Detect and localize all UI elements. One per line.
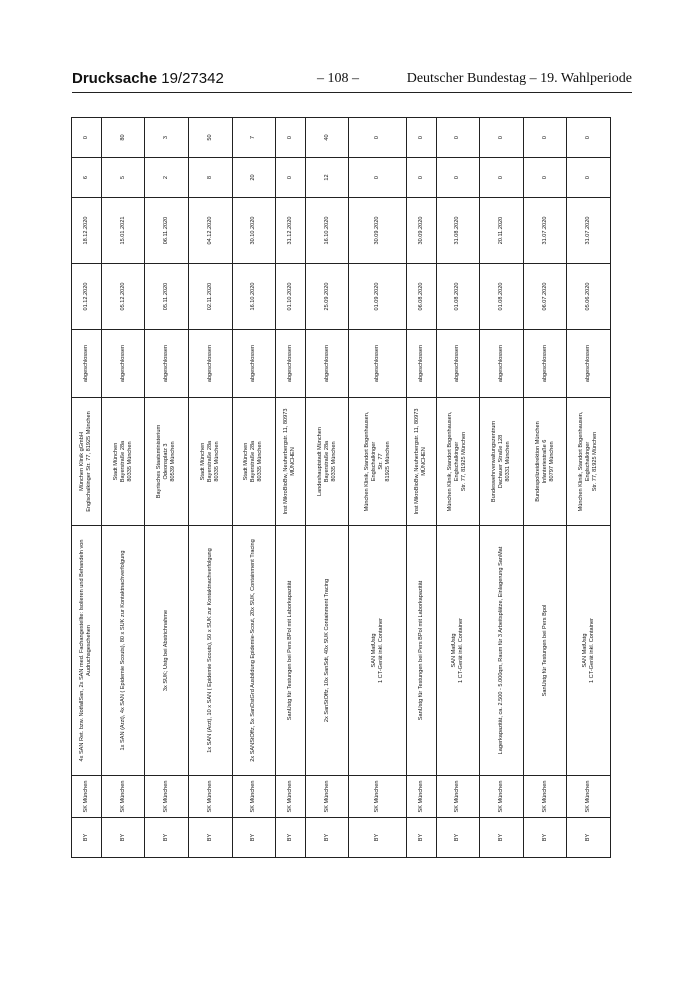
cell-beginn: 16.10.2020 [232,264,276,330]
cell-ort-line: Str. 77 [377,453,384,470]
cell-dienststelle: SK München [480,776,524,818]
cell-leistung [72,526,102,776]
cell-leistung [567,526,611,776]
table-row [188,118,232,858]
cell-ort-line: Bayerstraße 28a [323,440,330,483]
cell-leistung-line: SanUstg für Testungen bei Pers BPol mit Laborkapazität [286,580,293,721]
cell-leistung [406,526,436,776]
cell-ort-line: Inst MikroBioBw, Neuherbergstr. 11, 80973 MÜNCHEN [414,408,428,515]
cell-ende: 06.11.2020 [145,198,189,264]
cell-ort [480,398,524,526]
cell-status: abgeschlossen [523,330,567,398]
cell-ort [188,398,232,526]
cell-dienststelle: SK München [436,776,480,818]
table-body [72,118,611,858]
cell-beginn: 01.08.2020 [436,264,480,330]
cell-dienststelle: SK München [72,776,102,818]
cell-dienststelle: SK München [101,776,145,818]
institution-title: Deutscher Bundestag – 19. Wahlperiode [406,71,632,86]
cell-anzahl-2: 0 [567,118,611,158]
cell-leistung-line: 1x SAN (Arzt), 10 x SAN ( Epidemie Scouts), 50 x SUK zur Kontaktnachverfolgung [206,548,213,753]
cell-ort-line: Bayrisches Staatsministerium [156,424,163,499]
cell-status: abgeschlossen [72,330,102,398]
cell-dienststelle: SK München [145,776,189,818]
page-header [72,70,632,90]
cell-ende: 04.12.2020 [188,198,232,264]
cell-anzahl-1: 0 [523,158,567,198]
cell-dienststelle: SK München [567,776,611,818]
cell-leistung [523,526,567,776]
cell-bundesland: BY [349,818,406,858]
cell-leistung-line: Audruchsgeschehen [86,625,93,677]
cell-beginn: 06.08.2020 [406,264,436,330]
cell-ort-line: Englschalkinger Str. 77, 81925 München [86,411,93,512]
cell-ende: 31.07.2020 [567,198,611,264]
cell-ort-line: Bayerstraße 28a [250,440,257,483]
table-row [436,118,480,858]
cell-status: abgeschlossen [349,330,406,398]
cell-ort-line: München Klinik, Standort Bogenhausen, Englschalkinger [578,411,592,512]
cell-ort [101,398,145,526]
table-row [145,118,189,858]
cell-ort [567,398,611,526]
cell-ort-line: Str. 77, 81925 München [592,431,599,492]
cell-anzahl-2: 50 [188,118,232,158]
cell-status: abgeschlossen [101,330,145,398]
cell-leistung-line: SAN MatUstg [581,633,588,668]
cell-leistung-line: 1 CT-Gerät inkl. Container [588,618,595,683]
cell-ort [406,398,436,526]
cell-ort-line: 81925 München [384,441,391,482]
cell-anzahl-1: 5 [101,158,145,198]
cell-ende: 31.12.2020 [276,198,306,264]
cell-anzahl-1: 0 [406,158,436,198]
cell-leistung-line: SAN MatUstg [450,633,457,668]
cell-anzahl-2: 0 [523,118,567,158]
cell-ort-line: München Klinik, Standort Bogenhausen, Englschalkinger [363,411,377,512]
cell-ort-line: Infanteriestraße 6 [541,439,548,484]
table-row [232,118,276,858]
cell-bundesland: BY [72,818,102,858]
cell-leistung-line: 1x SAN (Arzt), 4x SAN ( Epidemie Scouts), 80 x SUK zur Kontaktnachverfolgung [119,550,126,751]
cell-status: abgeschlossen [276,330,306,398]
cell-beginn: 01.09.2020 [349,264,406,330]
document-number [72,70,224,87]
cell-ort-line: Dachauer Straße 128 [497,434,504,489]
rotated-table [71,118,611,858]
cell-status: abgeschlossen [145,330,189,398]
cell-anzahl-1: 0 [349,158,406,198]
cell-bundesland: BY [232,818,276,858]
cell-beginn: 01.12.2020 [72,264,102,330]
cell-dienststelle: SK München [188,776,232,818]
cell-ort [276,398,306,526]
cell-ort [523,398,567,526]
cell-anzahl-2: 0 [276,118,306,158]
table-row [101,118,145,858]
table-row [305,118,349,858]
cell-bundesland: BY [276,818,306,858]
cell-bundesland: BY [406,818,436,858]
cell-ort-line: Stadt München [199,442,206,481]
table-row [480,118,524,858]
cell-beginn: 05.11.2020 [145,264,189,330]
cell-ort-line: 80335 München [213,441,220,482]
cell-bundesland: BY [101,818,145,858]
header-divider [72,92,632,93]
cell-ende: 18.12.2020 [72,198,102,264]
cell-leistung [305,526,349,776]
cell-beginn: 01.08.2020 [480,264,524,330]
cell-dienststelle: SK München [349,776,406,818]
page-number: – 108 – [317,71,359,86]
cell-ort [145,398,189,526]
cell-leistung-line: 4x SAN Ret. bzw. NotfallSan, 2x SAN med. Fachangestellte: Isolieren und Behandeln von [79,539,86,762]
cell-anzahl-2: 0 [406,118,436,158]
cell-anzahl-1: 6 [72,158,102,198]
cell-ort-line: Stadt München [112,442,119,481]
cell-leistung-line: Lagerkapazität, ca. 2.500 - 5.000qm, Raum für 3 Arbeitsplätze, Einlagerung SanMat [497,546,504,755]
cell-ort-line: 80539 München [170,441,177,482]
cell-ort-line: 80331 München [504,441,511,482]
cell-beginn: 06.07.2020 [523,264,567,330]
cell-leistung [101,526,145,776]
cell-anzahl-1: 0 [436,158,480,198]
cell-anzahl-1: 2 [145,158,189,198]
cell-ort-line: 80797 München [548,441,555,482]
cell-anzahl-2: 0 [349,118,406,158]
table-row [567,118,611,858]
cell-bundesland: BY [436,818,480,858]
cell-leistung [145,526,189,776]
cell-ort-line: Inst MikroBioBw, Neuherbergstr. 11, 80973 MÜNCHEN [283,408,297,515]
cell-anzahl-2: 7 [232,118,276,158]
cell-ort-line: 80335 München [257,441,264,482]
cell-ende: 31.07.2020 [523,198,567,264]
cell-leistung-line: 1 CT-Gerät inkl. Container [457,618,464,683]
cell-ort-line: Odeonsplatz 3 [163,443,170,480]
cell-status: abgeschlossen [188,330,232,398]
cell-beginn: 01.10.2020 [276,264,306,330]
cell-ort-line: 80335 München [126,441,133,482]
cell-leistung-line: 1 CT-Gerät inkl. Container [377,618,384,683]
cell-leistung-line: 2x SanStOffz, 10x SanSdt, 40x SUK Containment Tracing [323,578,330,723]
cell-ort [232,398,276,526]
cell-ort [72,398,102,526]
cell-leistung-line: SanUstg für Testungen bei Pers Bpol [541,604,548,697]
cell-bundesland: BY [567,818,611,858]
cell-ort-line: Bundeswehrverwaltungszentrum [490,420,497,503]
cell-anzahl-1: 8 [188,158,232,198]
rotated-table-area [71,118,611,858]
cell-status: abgeschlossen [305,330,349,398]
cell-bundesland: BY [145,818,189,858]
cell-ort [436,398,480,526]
cell-dienststelle: SK München [523,776,567,818]
cell-ende: 16.10.2020 [305,198,349,264]
cell-status: abgeschlossen [436,330,480,398]
cell-ort-line: Bundespolizeidirektion München [534,421,541,502]
cell-anzahl-2: 80 [101,118,145,158]
cell-beginn: 05.12.2020 [101,264,145,330]
cell-leistung [232,526,276,776]
cell-anzahl-1: 12 [305,158,349,198]
cell-bundesland: BY [188,818,232,858]
cell-anzahl-2: 0 [72,118,102,158]
cell-status: abgeschlossen [406,330,436,398]
cell-ende: 20.11.2020 [480,198,524,264]
cell-leistung [436,526,480,776]
cell-ort [349,398,406,526]
table-row [72,118,102,858]
cell-bundesland: BY [523,818,567,858]
cell-leistung-line: SAN MatUstg [370,633,377,668]
cell-ende: 30.10.2020 [232,198,276,264]
cell-ort-line: Bayerstraße 28a [206,440,213,483]
cell-anzahl-1: 0 [567,158,611,198]
cell-ende: 31.08.2020 [436,198,480,264]
cell-bundesland: BY [480,818,524,858]
cell-leistung-line: 3x SUK; Ustg bei Abstrichnahme [163,609,170,692]
cell-beginn: 02.11.2020 [188,264,232,330]
cell-leistung-line: SanUstg für Testungen bei Pers BPol mit Laborkapazität [417,580,424,721]
cell-status: abgeschlossen [232,330,276,398]
cell-ende: 30.09.2020 [406,198,436,264]
cell-anzahl-2: 40 [305,118,349,158]
cell-dienststelle: SK München [305,776,349,818]
doc-label: Drucksache [72,70,158,87]
cell-ort-line: Bayerstraße 28a [119,440,126,483]
cell-anzahl-1: 0 [480,158,524,198]
cell-ort-line: München Klinik, Standort Bogenhausen, Englschalkinger [447,411,461,512]
cell-ort-line: Stadt München [243,442,250,481]
cell-leistung-line: 2x SANStOffz, 5x SanDstGrd Ausbildung Epidemie-Scout, 20x SUK, Containment Tracing [250,539,257,762]
cell-anzahl-2: 3 [145,118,189,158]
cell-dienststelle: SK München [406,776,436,818]
cell-bundesland: BY [305,818,349,858]
cell-dienststelle: SK München [276,776,306,818]
cell-anzahl-1: 0 [276,158,306,198]
table-row [349,118,406,858]
cell-ort-line: Landeshauptstadt München [316,426,323,497]
cell-dienststelle: SK München [232,776,276,818]
cell-leistung [276,526,306,776]
doc-number: 19/27342 [161,70,224,87]
cell-ende: 15.01.2021 [101,198,145,264]
cell-ort [305,398,349,526]
cell-leistung [480,526,524,776]
cell-beginn: 05.06.2020 [567,264,611,330]
cell-beginn: 25.09.2020 [305,264,349,330]
cell-status: abgeschlossen [567,330,611,398]
cell-anzahl-2: 0 [436,118,480,158]
cell-anzahl-2: 0 [480,118,524,158]
cell-leistung [349,526,406,776]
cell-anzahl-1: 20 [232,158,276,198]
cell-ende: 30.09.2020 [349,198,406,264]
cell-ort-line: 80335 München [330,441,337,482]
cell-ort-line: München Klinik gGmbH [79,432,86,491]
cell-status: abgeschlossen [480,330,524,398]
table-row [406,118,436,858]
cell-ort-line: Str. 77, 81925 München [461,431,468,492]
table-row [276,118,306,858]
table-row [523,118,567,858]
deployment-table [71,117,611,858]
cell-leistung [188,526,232,776]
